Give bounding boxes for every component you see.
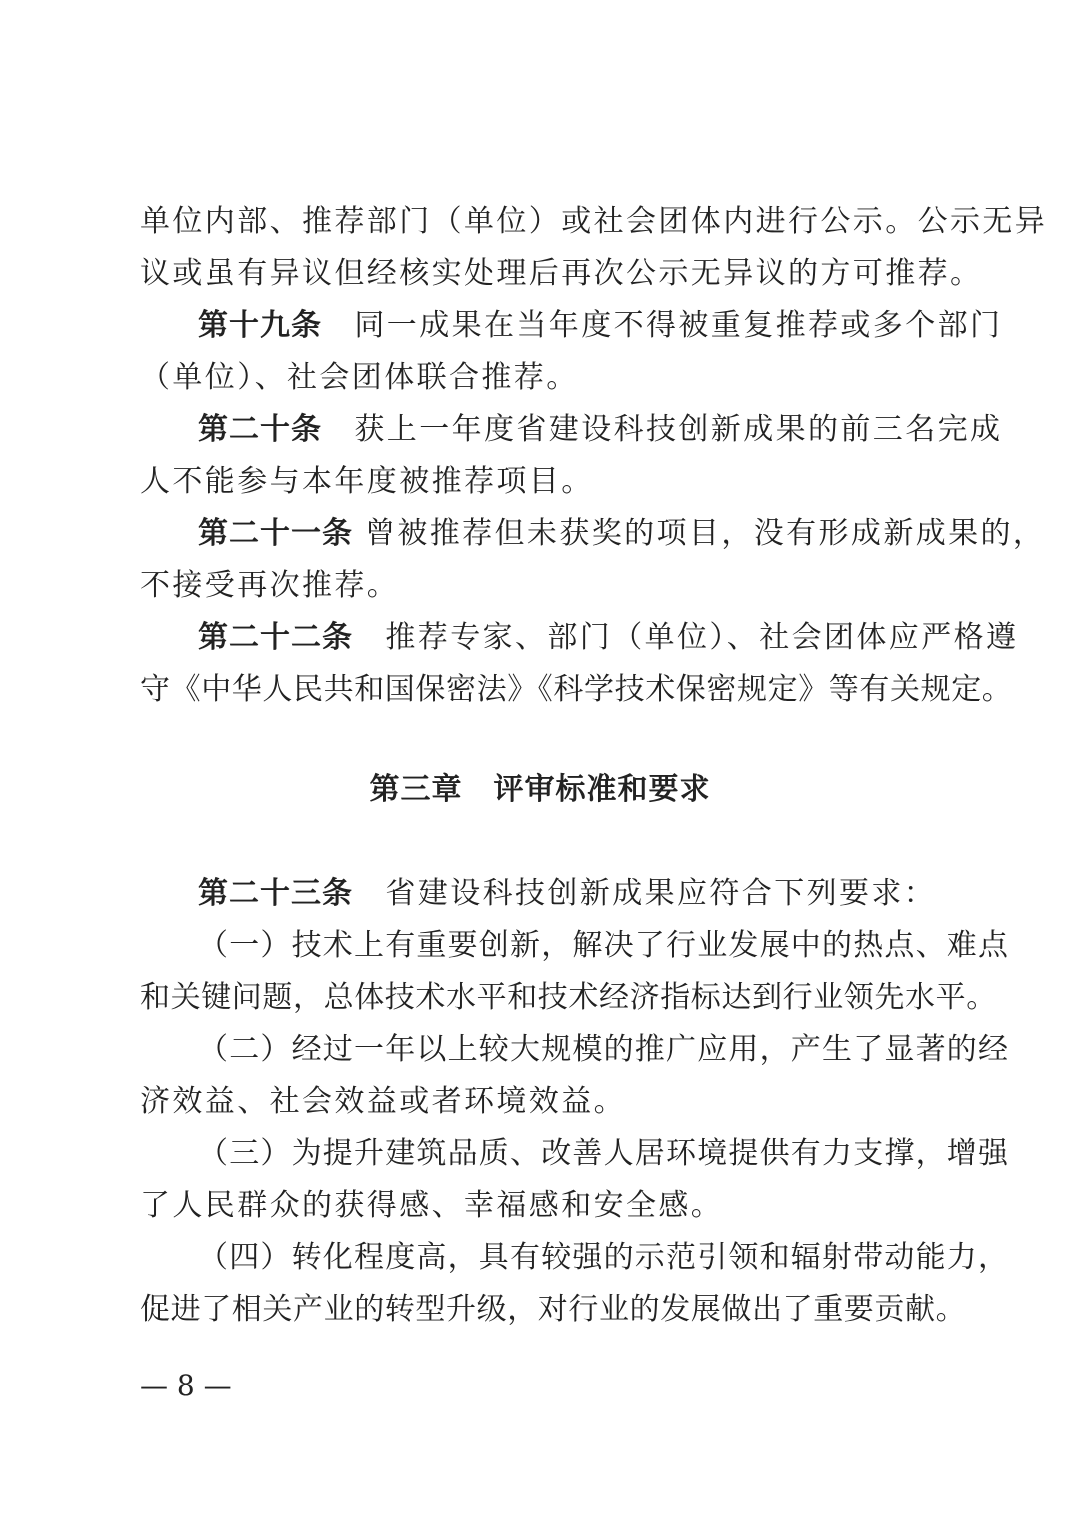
article-22 xyxy=(198,612,1018,664)
paragraph-line: 人不能参与本年度被推荐项目。 xyxy=(140,464,594,499)
article-text: 同一成果在当年度不得被重复推荐或多个部门 xyxy=(354,308,1003,343)
paragraph-line: 守《中华人民共和国保密法》《科学技术保密规定》等有关规定。 xyxy=(140,672,1013,707)
paragraph-line: 单位内部、推荐部门（单位）或社会团体内进行公示。公示无异 xyxy=(140,204,1048,239)
list-item-line: 济效益、社会效益或者环境效益。 xyxy=(140,1084,626,1119)
list-item-line: （三）为提升建筑品质、改善人居环境提供有力支撑，增强 xyxy=(198,1136,1010,1171)
article-23 xyxy=(198,868,936,920)
list-item-line: （一）技术上有重要创新，解决了行业发展中的热点、难点 xyxy=(198,928,1010,963)
list-item-line: 了人民群众的获得感、幸福感和安全感。 xyxy=(140,1188,724,1223)
article-text: 推荐专家、部门（单位）、社会团体应严格遵 xyxy=(385,620,1019,655)
article-21 xyxy=(198,508,1045,560)
article-19 xyxy=(198,300,1002,352)
article-label: 第十九条 xyxy=(198,308,322,343)
list-item-line: 促进了相关产业的转型升级，对行业的发展做出了重要贡献。 xyxy=(140,1292,967,1327)
list-item-line: 和关键问题，总体技术水平和技术经济指标达到行业领先水平。 xyxy=(140,980,997,1015)
article-label: 第二十一条 xyxy=(198,516,353,551)
article-20 xyxy=(198,404,1002,456)
chapter-title: 第三章 评审标准和要求 xyxy=(369,772,711,807)
article-label: 第二十三条 xyxy=(198,876,353,911)
paragraph-line: 议或虽有异议但经核实处理后再次公示无异议的方可推荐。 xyxy=(140,256,983,291)
article-label: 第二十二条 xyxy=(198,620,353,655)
list-item-line: （四）转化程度高，具有较强的示范引领和辐射带动能力， xyxy=(198,1240,1010,1275)
list-item-line: （二）经过一年以上较大规模的推广应用，产生了显著的经 xyxy=(198,1032,1010,1067)
page-number: — 8 — xyxy=(140,1369,232,1402)
article-text: 获上一年度省建设科技创新成果的前三名完成 xyxy=(354,412,1003,447)
paragraph-line: 不接受再次推荐。 xyxy=(140,568,400,603)
article-text: 曾被推荐但未获奖的项目，没有形成新成果的， xyxy=(364,516,1046,551)
article-label: 第二十条 xyxy=(198,412,322,447)
article-text: 省建设科技创新成果应符合下列要求： xyxy=(385,876,937,911)
paragraph-line: （单位）、社会团体联合推荐。 xyxy=(140,360,579,395)
